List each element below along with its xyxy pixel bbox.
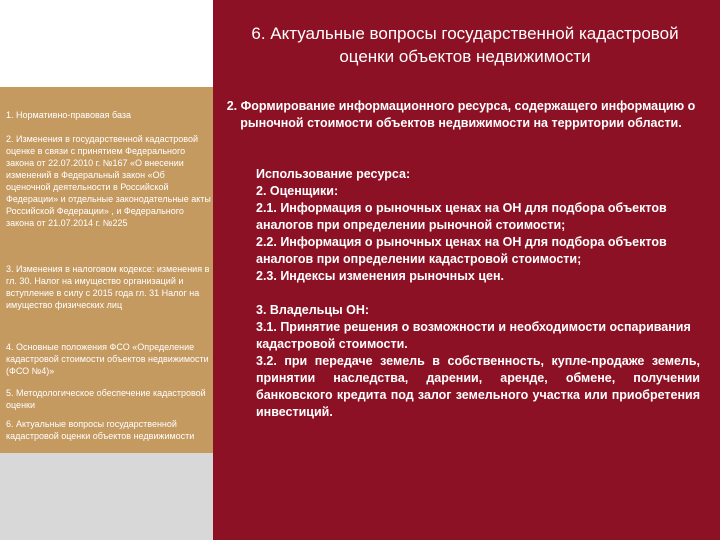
item-2-1: 2.1. Информация о рыночных ценах на ОН для подбора объектов аналогов при определении рыночной стоимости;: [256, 201, 667, 232]
item-3-2: 3.2. при передаче земель в собственность, купле-продаже земель, принятии наследства, дарении, аренде, обмене, получении банковского кредита под залог земельного участка или приобретения инвестиций.: [256, 354, 700, 419]
slide-title: 6. Актуальные вопросы государственной кадастровой оценки объектов недвижимости: [251, 24, 679, 66]
item-3-1: 3.1. Принятие решения о возможности и необходимости оспаривания кадастровой стоимости.: [256, 320, 691, 351]
section-heading: 2. Формирование информационного ресурса, содержащего информацию о рыночной стоимости объектов недвижимости на территории области.: [226, 99, 696, 130]
bottom-left-blank: [0, 453, 213, 540]
toc-item-methodology[interactable]: 5. Методологическое обеспечение кадастровой оценки: [6, 388, 206, 410]
toc-item-legal-base[interactable]: 1. Нормативно-правовая база: [6, 110, 132, 120]
owners-label: 3. Владельцы ОН:: [256, 303, 370, 317]
item-2-3: 2.3. Индексы изменения рыночных цен.: [256, 269, 504, 283]
toc-item-fso4[interactable]: 4. Основные положения ФСО «Определение кадастровой стоимости объектов недвижимости (ФСО №4)»: [6, 342, 209, 376]
toc-item-current-issues[interactable]: 6. Актуальные вопросы государственной кадастровой оценки объектов недвижимости: [6, 419, 195, 441]
toc-item-law-changes[interactable]: 2. Изменения в государственной кадастровой оценке в связи с принятием Федерального закона от 22.07.2010 г. №167 «О внесении изменений в Федеральный закон «Об оценочной деятельности в Российской Федерации» и отдельные законодательные акты Российской Федерации» , и Федерального закона от 21.07.2014 г. №225: [6, 134, 211, 228]
toc-item-tax-code[interactable]: 3. Изменения в налоговом кодексе: изменения в гл. 30. Налог на имущество организаций и вступление в силу с 2015 года гл. 31 Налог на имущество физических лиц: [6, 264, 210, 310]
top-left-blank: [0, 0, 213, 87]
usage-label: Использование ресурса:: [256, 167, 411, 181]
item-2-2: 2.2. Информация о рыночных ценах на ОН для подбора объектов аналогов при определении кадастровой стоимости;: [256, 235, 667, 266]
appraisers-label: 2. Оценщики:: [256, 184, 339, 198]
